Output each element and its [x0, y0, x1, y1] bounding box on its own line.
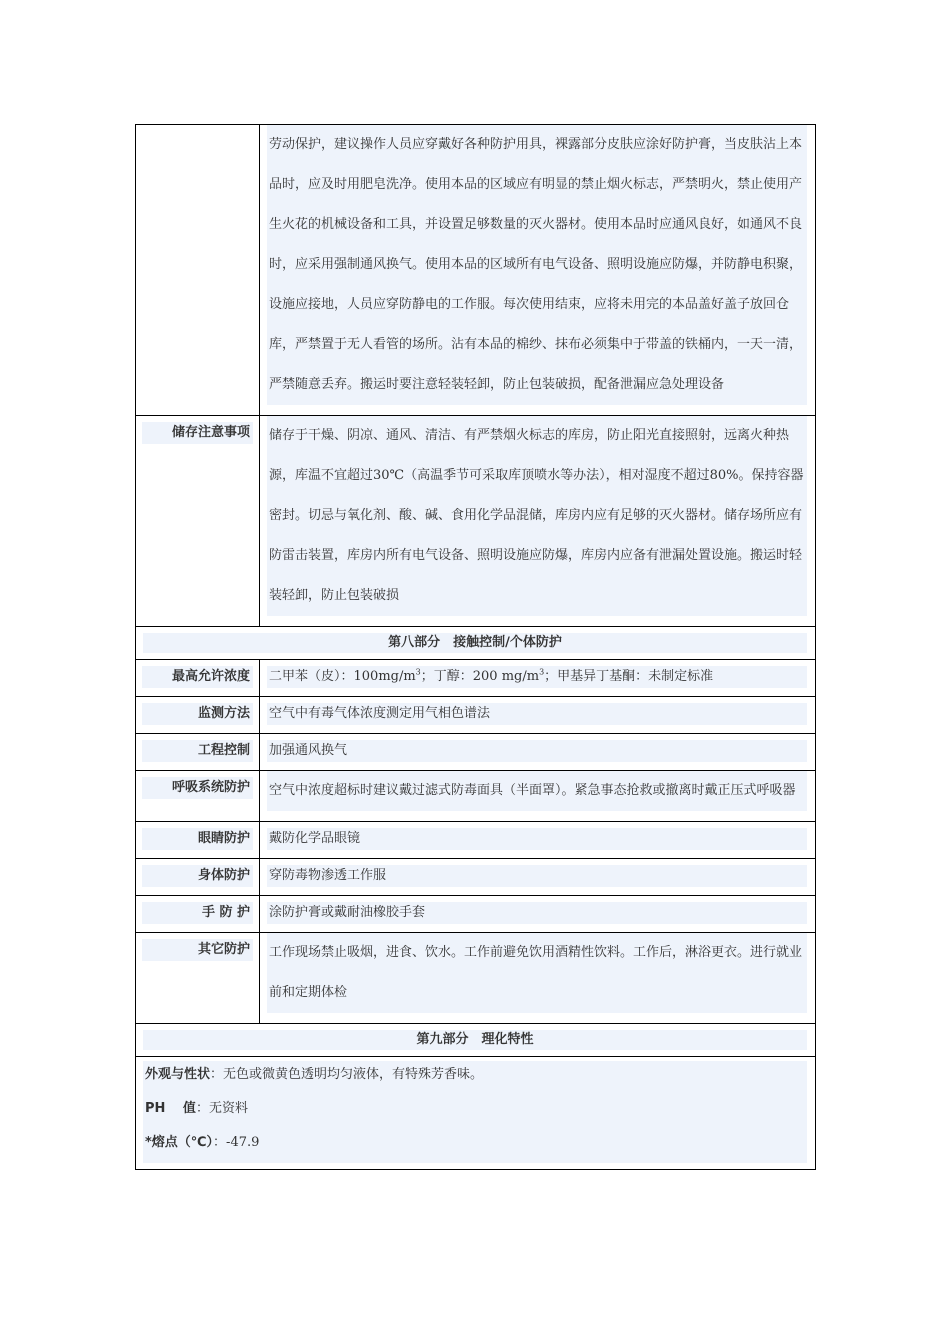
monitoring-label: 监测方法	[142, 703, 253, 725]
appearance-label: 外观与性状	[145, 1067, 211, 1082]
section9-body-row	[136, 1057, 816, 1170]
labor-protection-row	[136, 125, 816, 416]
mac-sup1: 3	[415, 667, 421, 677]
msds-table	[135, 124, 816, 1170]
appearance-line	[145, 1061, 805, 1095]
melting-point-line	[145, 1129, 805, 1163]
mac-part3: ；甲基异丁基酮：未制定标准	[544, 669, 714, 684]
label-cell	[136, 933, 260, 1024]
ph-line	[145, 1095, 805, 1129]
body-row	[136, 859, 816, 896]
other-value: 工作现场禁止吸烟，进食、饮水。工作前避免饮用酒精性饮料。工作后，淋浴更衣。进行就业前和定期体检	[267, 933, 807, 1013]
section-header-cell	[136, 1024, 816, 1057]
other-row	[136, 933, 816, 1024]
melting-point-value: ：-47.9	[213, 1135, 260, 1150]
melting-point-label: *熔点（℃）	[145, 1135, 214, 1150]
mac-sup2: 3	[539, 667, 545, 677]
section8-header-row	[136, 627, 816, 660]
section-header-cell	[136, 627, 816, 660]
engineering-row	[136, 734, 816, 771]
other-label: 其它防护	[142, 939, 253, 961]
storage-row	[136, 416, 816, 627]
label-cell	[136, 697, 260, 734]
empty-label-cell	[136, 125, 260, 416]
label-cell	[136, 822, 260, 859]
hand-label: 手 防 护	[142, 902, 253, 924]
engineering-label: 工程控制	[142, 740, 253, 762]
value-cell	[260, 125, 816, 416]
ph-label: PH 值	[145, 1101, 196, 1116]
storage-text: 储存于干燥、阴凉、通风、清洁、有严禁烟火标志的库房，防止阳光直接照射，远离火种热源，库温不宜超过30℃（高温季节可采取库顶喷水等办法），相对湿度不超过80%。保持容器密封。切忌与氧化剂、酸、碱、食用化学品混储，库房内应有足够的灭火器材。储存场所应有防雷击装置，库房内所有电气设备、照明设施应防爆，库房内应备有泄漏处置设施。搬运时轻装轻卸，防止包装破损	[267, 416, 807, 616]
respiratory-label: 呼吸系统防护	[142, 777, 253, 799]
label-cell	[136, 859, 260, 896]
label-cell	[136, 416, 260, 627]
mac-label: 最高允许浓度	[142, 666, 253, 688]
monitoring-row	[136, 697, 816, 734]
value-cell	[260, 896, 816, 933]
value-cell	[260, 416, 816, 627]
physchem-properties	[143, 1061, 807, 1163]
mac-value	[267, 666, 807, 688]
body-label: 身体防护	[142, 865, 253, 887]
label-cell	[136, 660, 260, 697]
appearance-value: ：无色或微黄色透明均匀液体，有特殊芳香味。	[210, 1067, 484, 1082]
label-cell	[136, 734, 260, 771]
mac-row	[136, 660, 816, 697]
section8-title: 第八部分 接触控制/个体防护	[143, 633, 807, 653]
body-value: 穿防毒物渗透工作服	[267, 865, 807, 887]
eye-row	[136, 822, 816, 859]
value-cell	[260, 734, 816, 771]
storage-label: 储存注意事项	[142, 422, 253, 444]
hand-value: 涂防护膏或戴耐油橡胶手套	[267, 902, 807, 924]
section9-title: 第九部分 理化特性	[143, 1030, 807, 1050]
value-cell	[260, 697, 816, 734]
monitoring-value: 空气中有毒气体浓度测定用气相色谱法	[267, 703, 807, 725]
label-cell	[136, 896, 260, 933]
respiratory-row	[136, 771, 816, 822]
respiratory-value: 空气中浓度超标时建议戴过滤式防毒面具（半面罩）。紧急事态抢救或撤离时戴正压式呼吸器	[267, 771, 807, 811]
label-cell	[136, 771, 260, 822]
ph-value: ：无资料	[195, 1101, 248, 1116]
mac-part2: ；丁醇：200 mg/m	[420, 669, 540, 684]
section9-header-row	[136, 1024, 816, 1057]
section9-cell	[136, 1057, 816, 1170]
value-cell	[260, 660, 816, 697]
mac-part1: 二甲苯（皮）：100mg/m	[269, 669, 416, 684]
hand-row	[136, 896, 816, 933]
value-cell	[260, 933, 816, 1024]
eye-label: 眼睛防护	[142, 828, 253, 850]
value-cell	[260, 822, 816, 859]
value-cell	[260, 859, 816, 896]
value-cell	[260, 771, 816, 822]
labor-protection-text: 劳动保护，建议操作人员应穿戴好各种防护用具，裸露部分皮肤应涂好防护膏，当皮肤沾上本品时，应及时用肥皂洗净。使用本品的区域应有明显的禁止烟火标志，严禁明火，禁止使用产生火花的机械设备和工具，并设置足够数量的灭火器材。使用本品时应通风良好，如通风不良时，应采用强制通风换气。使用本品的区域所有电气设备、照明设施应防爆，并防静电积聚，设施应接地，人员应穿防静电的工作服。每次使用结束，应将未用完的本品盖好盖子放回仓库，严禁置于无人看管的场所。沾有本品的棉纱、抹布必须集中于带盖的铁桶内，一天一清，严禁随意丢弃。搬运时要注意轻装轻卸，防止包装破损，配备泄漏应急处理设备	[267, 125, 807, 405]
engineering-value: 加强通风换气	[267, 740, 807, 762]
eye-value: 戴防化学品眼镜	[267, 828, 807, 850]
